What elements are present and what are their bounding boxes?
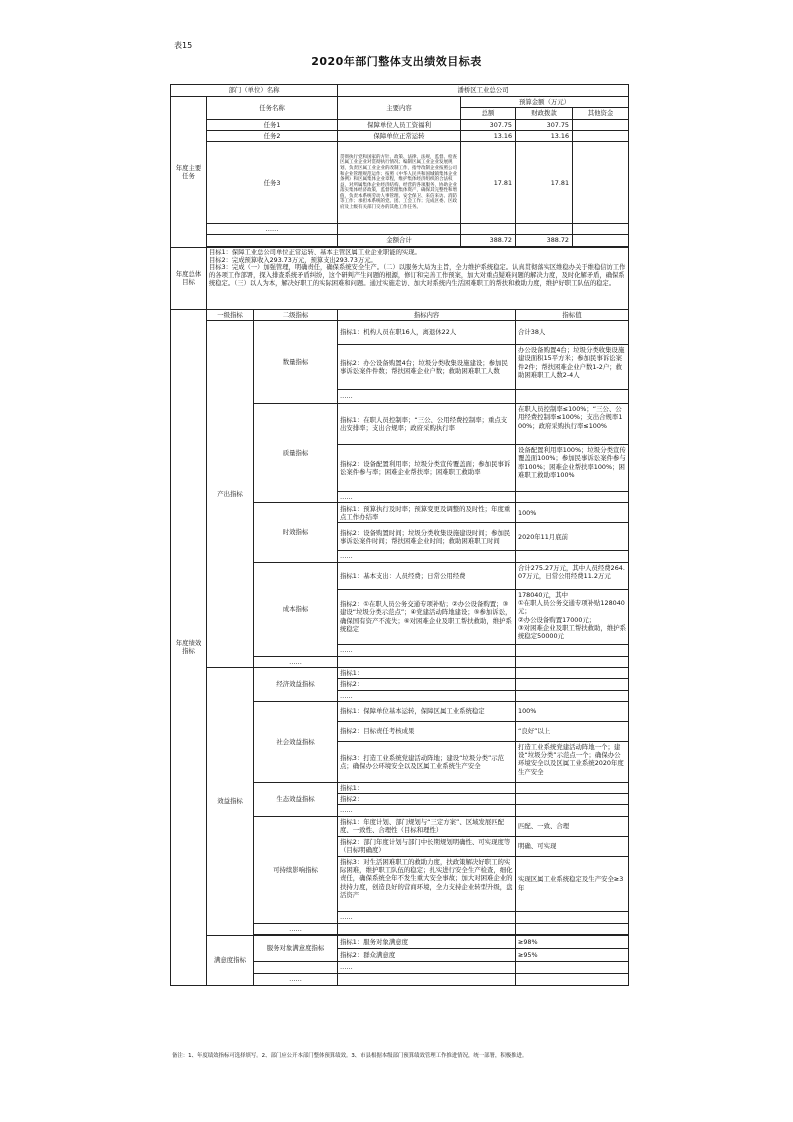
budget-header: 预算金额（万元） [461, 97, 629, 108]
indicator-content: 指标2： [338, 679, 516, 690]
indicator-value [516, 782, 629, 793]
indicator-content: 指标1：机构人员在职16人，离退休22人 [338, 321, 516, 345]
task-fiscal: 17.81 [516, 142, 573, 224]
indicator-content: …… [338, 911, 516, 923]
blank-cell [338, 923, 516, 934]
indicator-value: 100% [516, 503, 629, 523]
sum-total: 388.72 [461, 235, 516, 246]
indicator-content: 指标2：设备配置利用率；垃圾分类宣传覆盖面；参加民事诉讼案件参与率；困难企业帮扶率；困难职工救助率 [338, 445, 516, 492]
task-name: 任务1 [207, 119, 338, 130]
indicator-content: 指标1： [338, 667, 516, 678]
indicator-value: 合计38人 [516, 321, 629, 345]
task-other [573, 119, 629, 130]
task-name: 任务2 [207, 130, 338, 141]
sum-other [573, 235, 629, 246]
indicator-content: 指标1：基本支出：人员经费；日常公用经费 [338, 562, 516, 589]
indicator-content: …… [338, 551, 516, 562]
indicator-content: 指标1：服务对象满意度 [338, 936, 516, 949]
sum-fiscal: 388.72 [516, 235, 573, 246]
indicator-value: ≥95% [516, 949, 629, 962]
indicator-value [516, 911, 629, 923]
indicator-value [516, 551, 629, 562]
task-fiscal: 13.16 [516, 130, 573, 141]
task-content: 保障单位人员工资福利 [338, 119, 461, 130]
indicator-content: 指标3：打造工业系统党建活动阵地；建设“垃圾分类”示范点；确保办公环境安全以及区属工业系统生产安全 [338, 741, 516, 782]
indicator-value: ≥98% [516, 936, 629, 949]
blank-cell [254, 962, 338, 974]
indicator-value-header: 指标值 [516, 309, 629, 320]
task-total: 17.81 [461, 142, 516, 224]
blank-cell [516, 656, 629, 667]
task-total: 13.16 [461, 130, 516, 141]
indicator-content: 指标1：在职人员控制率；“三公、公用经费控制率；重点支出安排率；支出合规率；政府采购执行率 [338, 404, 516, 445]
sum-label: 金额合计 [338, 235, 461, 246]
indicator-content: …… [338, 962, 516, 974]
satisfaction-more-ellipsis: …… [254, 974, 338, 986]
blank-cell [338, 974, 516, 986]
task-other [573, 130, 629, 141]
satisfaction-indicator-label: 满意度指标 [207, 936, 254, 986]
indicator-content: 指标2：目标责任考核成果 [338, 721, 516, 741]
service-satisfaction-label: 服务对象满意度指标 [254, 936, 338, 962]
task-total: 307.75 [461, 119, 516, 130]
indicator-content: 指标1：保障单位基本运转，保障区属工业系统稳定 [338, 701, 516, 721]
indicator-value [516, 794, 629, 805]
indicator-value [516, 667, 629, 678]
task-ellipsis: …… [207, 224, 338, 235]
fiscal-header: 财政拨款 [516, 108, 573, 119]
social-indicator-label: 社会效益指标 [254, 701, 338, 782]
indicator-content: …… [338, 492, 516, 503]
output-indicator-label: 产出指标 [207, 321, 254, 668]
indicator-value: 实现区属工业系统稳定及生产安全≥3年 [516, 856, 629, 911]
indicator-value [516, 492, 629, 503]
indicator-content: …… [338, 644, 516, 656]
indicator-content: 指标2：①在职人员公务交通专项补贴；②办公设备购置；③建设“垃圾分类示范点”；④党建活动阵地建设；⑤参加诉讼，确保国有资产不流失；⑥对困难企业及职工帮扶救助，维护系统稳定 [338, 589, 516, 644]
indicator-value: 明确、可实现 [516, 836, 629, 856]
task-fiscal: 307.75 [516, 119, 573, 130]
indicator-value [516, 690, 629, 701]
indicator-content: 指标1：预算执行及时率；预算变更及调整的及时性；年度重点工作办结率 [338, 503, 516, 523]
indicator-value [516, 390, 629, 404]
performance-goal-table [170, 84, 628, 986]
task-other [573, 142, 629, 224]
main-content-header: 主要内容 [338, 97, 461, 120]
indicator-value: 办公设备购置4台；垃圾分类收集设施建设面积15平方米；参加民事诉讼案件2件；帮扶困难企业户数1-2户；救助困难职工人数2-4人 [516, 345, 629, 390]
benefit-more-ellipsis: …… [254, 923, 338, 934]
indicator-value: 在职人员控制率≤100%；“三公、公用经费控制率≤100%；支出合规率100%；政府采购执行率≤100% [516, 404, 629, 445]
indicator-content: …… [338, 690, 516, 701]
cost-indicator-label: 成本指标 [254, 562, 338, 656]
indicator-value: 设备配置利用率100%；垃圾分类宣传覆盖面100%；参加民事诉讼案件参与率100%；困难企业帮扶率100%；困难职工救助率100% [516, 445, 629, 492]
task-content: 保障单位正常运转 [338, 130, 461, 141]
indicator-value [516, 679, 629, 690]
blank-cell [207, 235, 338, 246]
indicator-value: 2020年11月底前 [516, 523, 629, 551]
indicator-value: 合计275.27万元，其中人员经费264.07万元，日常公用经费11.2万元 [516, 562, 629, 589]
timeliness-indicator-label: 时效指标 [254, 503, 338, 562]
total-header: 总额 [461, 108, 516, 119]
blank-cell [516, 974, 629, 986]
blank-cell [516, 923, 629, 934]
sustainable-indicator-label: 可持续影响指标 [254, 816, 338, 923]
dept-label: 部门（单位）名称 [171, 85, 338, 97]
indicator-content: 指标2：部门年度计划与部门中长期规划明确性、可实现度等（目标明确度） [338, 836, 516, 856]
indicator-content: 指标2：设备购置时间；垃圾分类收集设施建设时间；参加民事诉讼案件时间；帮扶困难企业时间；救助困难职工时间 [338, 523, 516, 551]
indicator-content: 指标1：年度计划、部门规划与“三定方案”、区域发展匹配度、一致性、合理性（目标和理性） [338, 816, 516, 836]
indicator-content: 指标2：办公设备购置4台；垃圾分类收集设施建设；参加民事诉讼案件件数；帮扶困难企业户数；救助困难职工人数 [338, 345, 516, 390]
indicator-value: 打造工业系统党建活动阵地一个；建设“垃圾分类”示范点一个；确保办公环境安全以及区属工业系统2020年度生产安全 [516, 741, 629, 782]
output-more-ellipsis: …… [254, 656, 338, 667]
task-name: 任务3 [207, 142, 338, 224]
indicator-value [516, 805, 629, 816]
indicator-content: 指标2： [338, 794, 516, 805]
footer-note: 备注：1、年度绩效指标可选择填写。2、部门应公开本部门整体预算绩效。3、市县根据本级部门预算绩效管理工作推进情况，统一部署，积极推进。 [172, 1053, 528, 1059]
economic-indicator-label: 经济效益指标 [254, 667, 338, 701]
task-content: 贯彻执行党和国家的方针、政策、法律、法规，监督、检查区属工业企业对贯彻执行情况；编制区属工业企业发展规划，负责区属工业企业的改制工作，指导改制企业按照公司和企业管理规范运作；按照《中华人民共和国城镇集体企业条例》和区属集体企业章程，维护集体经济组织的合法权益，对所属集体企业经济结构、经营的各项服务，协助企业落实集体经济政策，监督管理集体资产，确保其完整性和增值，负责本系统劳动人事管理、安全保卫、来信来访、消防等工作；承担本系统的党、团、工会工作；完成区委、区政府及上级有关部门交办的其他工作任务。 [338, 142, 461, 224]
quality-indicator-label: 质量指标 [254, 404, 338, 503]
task-other [573, 224, 629, 235]
indicator-content: …… [338, 805, 516, 816]
task-name-header: 任务名称 [207, 97, 338, 120]
indicator-content: 指标2：群众满意度 [338, 949, 516, 962]
dept-value: 潘桥区工业总公司 [338, 85, 629, 97]
task-fiscal [516, 224, 573, 235]
page-title: 2020年部门整体支出绩效目标表 [311, 55, 482, 68]
benefit-indicator-label: 效益指标 [207, 667, 254, 935]
indicator-value: 178040元，其中 ①在职人员公务交通专项补贴128040元； ②办公设备购置17000元； ③对困难企业及职工帮扶救助，维护系统稳定50000元 [516, 589, 629, 644]
performance-section-label: 年度绩效指标 [171, 309, 207, 985]
annual-goal-text: 目标1：保障工业总公司单位正常运转、基本主管区属工业企业职能的实现。 目标2：完成预算收入293.73万元，预算支出293.73万元。 目标3：完成（一）加强管理，明确责任，确保系统安全生产。（二）以服务大局为主旨，全力维护系统稳定。认真贯彻落实区维稳办关于维稳信访工作的各项工作部署，探入排查系统矛盾纠纷，这个研判产生问题的根源，修订和完善工作预案，加大对重点疑难问题的解决力度，及时化解矛盾，确保系统稳定。（三）以人为本，解决好职工的实际困难和问题。通过实施走访、加大对系统内生活困难职工的帮扶和救助力度，维护好职工队伍的稳定。 [207, 247, 629, 309]
indicator-value [516, 644, 629, 656]
annual-goal-section-label: 年度总体目标 [171, 247, 207, 309]
indicator-value [516, 962, 629, 974]
indicator-value: 匹配、一致、合理 [516, 816, 629, 836]
quantity-indicator-label: 数量指标 [254, 321, 338, 404]
indicator-value: 100% [516, 701, 629, 721]
other-funds-header: 其他资金 [573, 108, 629, 119]
level1-header: 一级指标 [207, 309, 254, 320]
indicator-value: “良好”以上 [516, 721, 629, 741]
indicator-content: 指标3：对生活困难职工的救助力度，扶政策解决好职工的实际困难，维护职工队伍的稳定；扎实进行安全生产检查，细化责任，确保系统全年不发生重大安全事故；加大对困难企业的扶持力度，创造良好的营商环境，全力支持企业转型升级，盘活资产 [338, 856, 516, 911]
indicator-content-header: 指标内容 [338, 309, 516, 320]
indicator-content: …… [338, 390, 516, 404]
task-content [338, 224, 461, 235]
blank-cell [338, 656, 516, 667]
task-total [461, 224, 516, 235]
level2-header: 二级指标 [254, 309, 338, 320]
page-label: 表15 [174, 41, 193, 50]
indicator-content: 指标1： [338, 782, 516, 793]
ecological-indicator-label: 生态效益指标 [254, 782, 338, 816]
annual-tasks-section-label: 年度主要任务 [171, 97, 207, 248]
